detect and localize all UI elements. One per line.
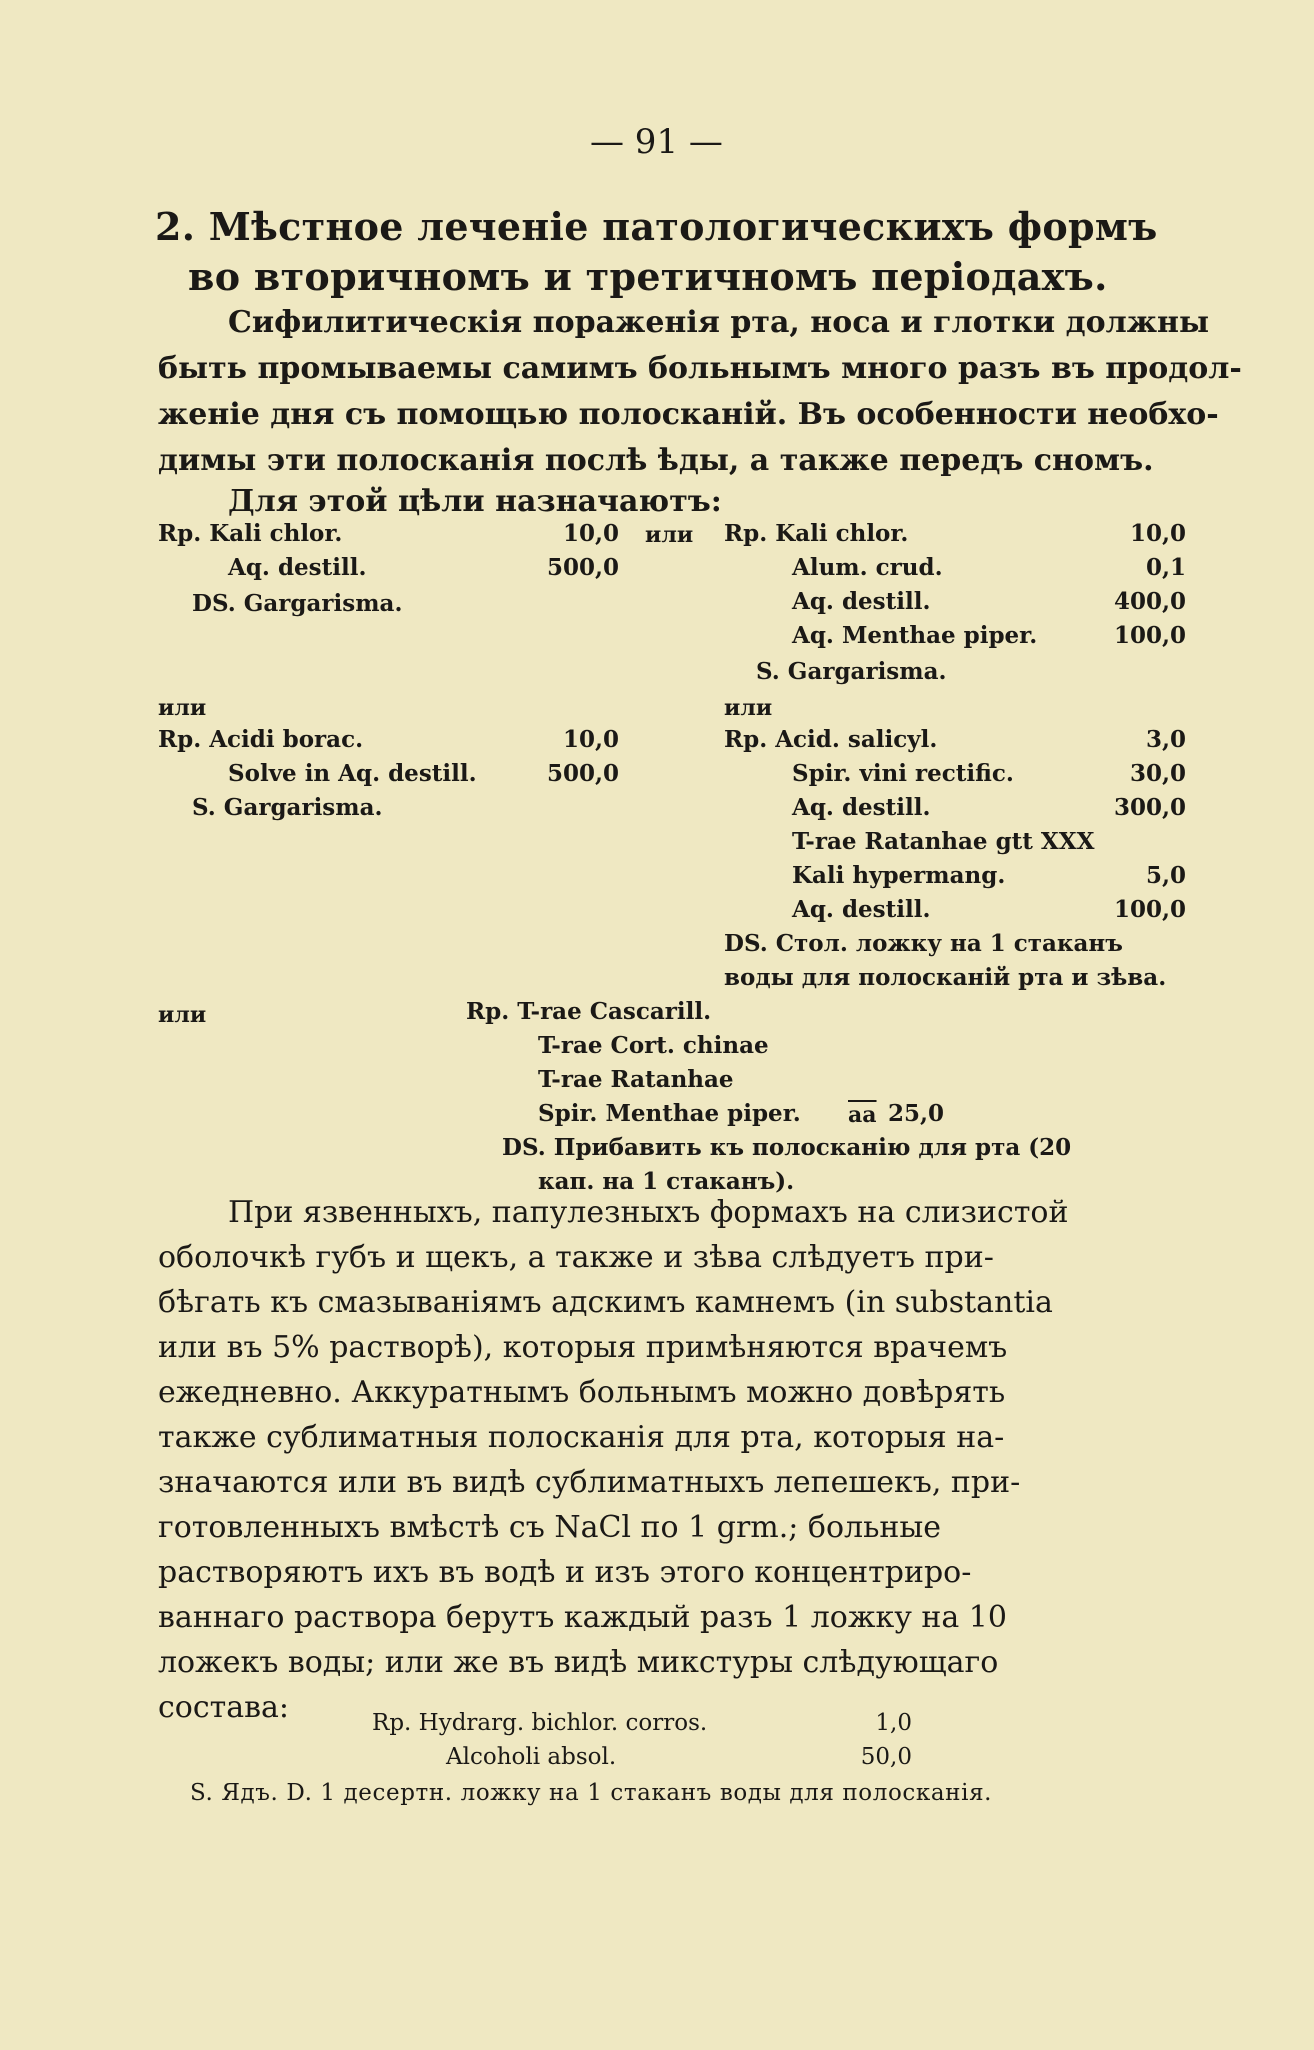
body-line: состава: — [158, 1690, 290, 1725]
or-label: или — [724, 695, 773, 721]
rx-line: T-rae Ratanhae — [538, 1066, 734, 1093]
rx-dose: 100,0 — [1113, 896, 1186, 923]
rx-line: Aq. destill. — [792, 896, 931, 923]
body-line: или въ 5% растворѣ), которыя примѣняются врачемъ — [158, 1330, 1008, 1365]
rx-line: Alum. crud. — [792, 554, 943, 581]
rx-dose: 10,0 — [562, 520, 619, 547]
section-heading-line-2: во вторичномъ и третичномъ періодахъ. — [188, 254, 1108, 299]
rx-line: Rp. T-rae Cascarill. — [466, 998, 712, 1025]
rx-line: S. Gargarisma. — [192, 794, 383, 821]
intro-line: женіе дня съ помощью полосканій. Въ особенности необхо- — [158, 397, 1219, 432]
rx-line: DS. Gargarisma. — [192, 590, 403, 617]
rx-line: Aq. Menthae piper. — [792, 622, 1038, 649]
rx-line: Rp. Kali chlor. — [724, 520, 909, 547]
aa-label: $\overline{aa}$ — [848, 1102, 877, 1128]
rx-line: DS. Стол. ложку на 1 стаканъ — [724, 930, 1123, 957]
rx-line: T-rae Ratanhae gtt XXX — [792, 828, 1095, 855]
rx-dose: 400,0 — [1113, 588, 1186, 615]
rx-line: S. Gargarisma. — [756, 658, 947, 685]
rx-dose: 3,0 — [1145, 726, 1186, 753]
body-line: бѣгать къ смазываніямъ адскимъ камнемъ (in substantia — [158, 1285, 1053, 1320]
rx-line: Rp. Acid. salicyl. — [724, 726, 938, 753]
section-heading-line-1: 2. Мѣстное леченіе патологическихъ формъ — [155, 204, 1158, 249]
body-line: значаются или въ видѣ сублиматныхъ лепешекъ, при- — [158, 1465, 1021, 1500]
page-number: — 91 — — [590, 122, 723, 162]
rx-line: Aq. destill. — [792, 794, 931, 821]
rx-dose: 500,0 — [546, 554, 619, 581]
rx-dose: 1,0 — [875, 1710, 912, 1736]
rx-line: Spir. Menthae piper. — [538, 1100, 801, 1127]
body-line: ежедневно. Аккуратнымъ больнымъ можно довѣрять — [158, 1375, 1006, 1410]
rx-dose: 10,0 — [562, 726, 619, 753]
rx-dose: 100,0 — [1113, 622, 1186, 649]
rx-dose: 5,0 — [1145, 862, 1186, 889]
rx-line: кап. на 1 стаканъ). — [538, 1168, 795, 1195]
body-line: ложекъ воды; или же въ видѣ микстуры слѣдующаго — [158, 1645, 999, 1680]
body-line: готовленныхъ вмѣстѣ съ NaCl по 1 grm.; больные — [158, 1510, 942, 1545]
rx-line: Alcoholi absol. — [446, 1744, 617, 1770]
rx-line: воды для полосканій рта и зѣва. — [724, 964, 1167, 991]
intro-line: Для этой цѣли назначаютъ: — [228, 484, 722, 519]
rx-line: Aq. destill. — [228, 554, 367, 581]
rx-dose: 30,0 — [1129, 760, 1186, 787]
body-line: также сублиматныя полосканія для рта, которыя на- — [158, 1420, 1005, 1455]
or-label: или — [645, 522, 694, 548]
signature-line: S. Ядъ. D. 1 десертн. ложку на 1 стаканъ воды для полосканія. — [190, 1780, 993, 1806]
rx-line: DS. Прибавить къ полосканію для рта (20 — [502, 1134, 1072, 1161]
rx-line: T-rae Cort. chinae — [538, 1032, 769, 1059]
body-line: При язвенныхъ, папулезныхъ формахъ на слизистой — [228, 1195, 1069, 1230]
rx-dose: 500,0 — [546, 760, 619, 787]
rx-dose: 300,0 — [1113, 794, 1186, 821]
or-label: или — [158, 695, 207, 721]
rx-line: Rp. Kali chlor. — [158, 520, 343, 547]
rx-line: Rp. Acidi borac. — [158, 726, 364, 753]
intro-line: быть промываемы самимъ больнымъ много разъ въ продол- — [158, 351, 1242, 386]
rx-dose: 25,0 — [888, 1100, 945, 1127]
rx-dose: 50,0 — [860, 1744, 912, 1770]
rx-line: Aq. destill. — [792, 588, 931, 615]
body-line: оболочкѣ губъ и щекъ, а также и зѣва слѣдуетъ при- — [158, 1240, 994, 1275]
rx-line: Rp. Hydrarg. bichlor. corros. — [372, 1710, 708, 1736]
rx-dose: 10,0 — [1129, 520, 1186, 547]
body-line: ваннаго раствора берутъ каждый разъ 1 ложку на 10 — [158, 1600, 1007, 1635]
rx-line: Spir. vini rectific. — [792, 760, 1014, 787]
intro-line: Сифилитическія пораженія рта, носа и глотки должны — [228, 305, 1210, 340]
rx-line: Kali hypermang. — [792, 862, 1006, 889]
rx-line: Solve in Aq. destill. — [228, 760, 477, 787]
or-label: или — [158, 1002, 207, 1028]
rx-dose: 0,1 — [1145, 554, 1186, 581]
body-line: растворяютъ ихъ въ водѣ и изъ этого концентриро- — [158, 1555, 972, 1590]
intro-line: димы эти полосканія послѣ ѣды, а также передъ сномъ. — [158, 443, 1154, 478]
